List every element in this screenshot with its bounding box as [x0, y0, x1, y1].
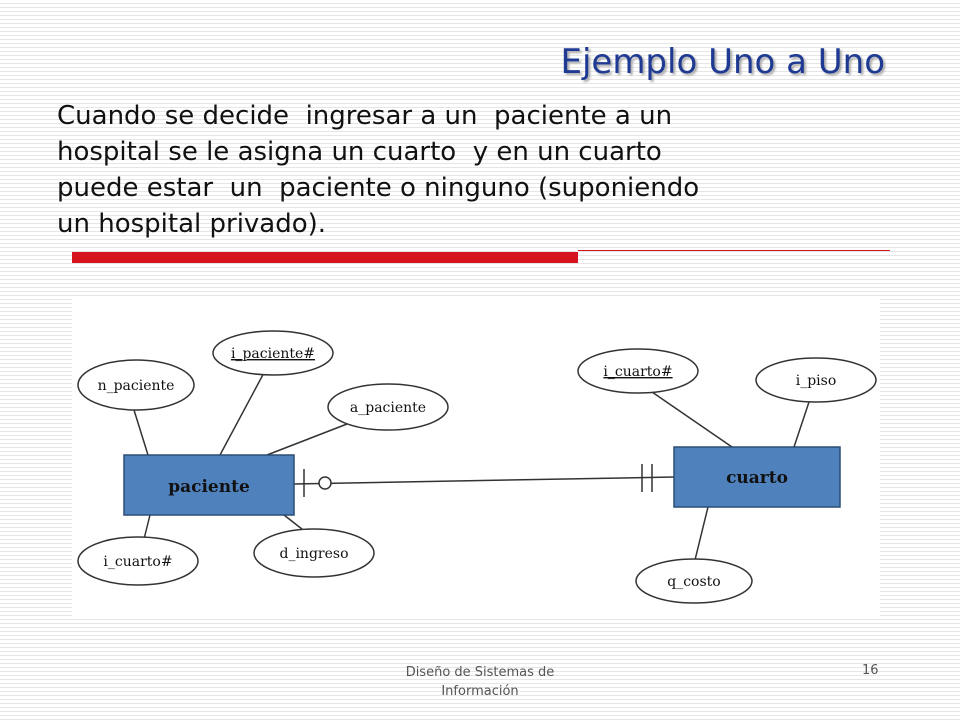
- connector-n-paciente: [134, 410, 148, 455]
- body-line: puede estar un paciente o ninguno (suponiendo: [57, 173, 700, 203]
- connector-q-costo: [694, 507, 708, 564]
- slide-title: Ejemplo Uno a Uno: [560, 42, 885, 82]
- attribute-i-cuarto-label: i_cuarto#: [603, 364, 673, 380]
- connector-i-paciente: [220, 369, 266, 455]
- attribute-i-paciente-label: i_paciente#: [230, 346, 316, 362]
- relationship-line: [294, 477, 674, 484]
- accent-rule-thick: [72, 252, 578, 263]
- connector-a-paciente: [267, 424, 347, 455]
- body-line: hospital se le asigna un cuarto y en un cuarto: [57, 137, 662, 167]
- attribute-a-paciente-label: a_paciente: [349, 400, 427, 416]
- accent-rule-thin: [578, 250, 890, 251]
- connector-i-cuarto: [652, 392, 732, 447]
- body-line: Cuando se decide ingresar a un paciente a un: [57, 101, 673, 131]
- page-number: 16: [862, 663, 879, 678]
- attribute-i-piso-label: i_piso: [795, 373, 837, 389]
- entity-cuarto-label: cuarto: [726, 468, 788, 488]
- slide-body-text: [57, 98, 897, 242]
- body-line: un hospital privado).: [57, 209, 327, 239]
- attribute-d-ingreso-label: d_ingreso: [279, 546, 349, 562]
- attribute-i-cuarto-pac-label: i_cuarto#: [103, 554, 173, 570]
- connector-i-piso: [794, 399, 810, 447]
- attribute-q-costo-label: q_costo: [667, 574, 721, 590]
- er-diagram-canvas: [72, 297, 880, 617]
- entity-paciente-label: paciente: [168, 477, 250, 497]
- footer-text: Diseño de Sistemas de Información: [405, 665, 555, 699]
- attribute-n-paciente-label: n_paciente: [97, 378, 175, 394]
- cardinality-zero-circle: [319, 477, 331, 489]
- er-diagram: [72, 297, 880, 617]
